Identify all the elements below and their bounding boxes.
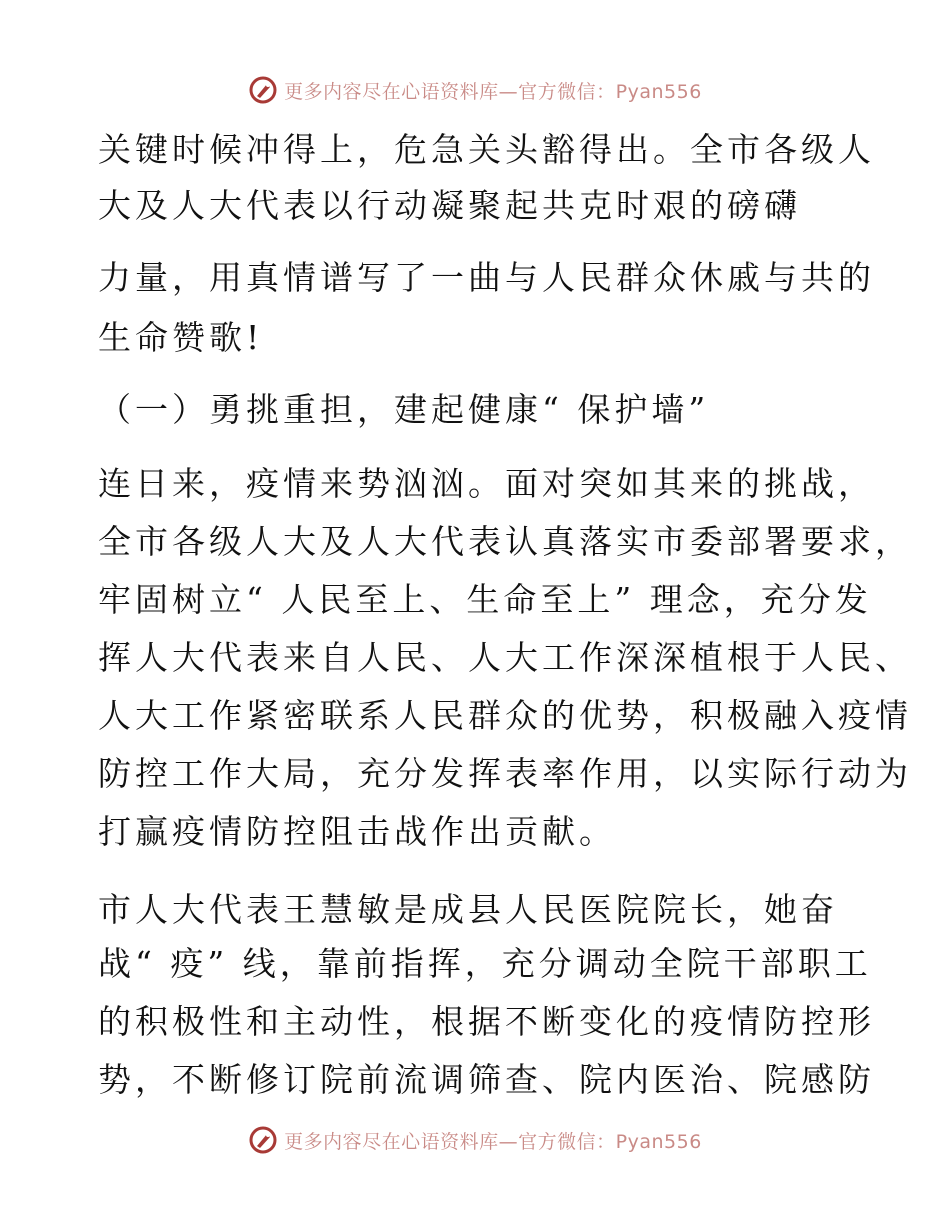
header-watermark [0,70,950,110]
paragraph-line: 连日来，疫情来势汹汹。面对突如其来的挑战， [98,464,875,503]
paragraph-line: 势，不断修订院前流调筛查、院内医治、院感防 [98,1060,875,1099]
pen-nib-logo-icon [248,75,278,105]
section-heading: （一）勇挑重担，建起健康“ 保护墙” [98,390,710,429]
pen-nib-logo-icon [248,1125,278,1155]
paragraph-line: 防控工作大局，充分发挥表率作用，以实际行动为 [98,754,912,793]
paragraph-line: 打赢疫情防控阻击战作出贡献。 [98,812,616,851]
paragraph-line: 力量，用真情谱写了一曲与人民群众休戚与共的 [98,258,875,297]
watermark-text: 更多内容尽在心语资料库—官方微信：Pyan556 [284,1130,702,1153]
watermark-text: 更多内容尽在心语资料库—官方微信：Pyan556 [284,80,702,103]
paragraph-line: 人大工作紧密联系人民群众的优势，积极融入疫情 [98,696,912,735]
paragraph-line: 挥人大代表来自人民、人大工作深深植根于人民、 [98,638,912,677]
paragraph-line: 大及人大代表以行动凝聚起共克时艰的磅礴 [98,186,801,225]
paragraph-line: 全市各级人大及人大代表认真落实市委部署要求， [98,522,912,561]
paragraph-line: 市人大代表王慧敏是成县人民医院院长，她奋 [98,890,838,929]
footer-watermark [0,1120,950,1160]
paragraph-line: 战“ 疫” 线，靠前指挥，充分调动全院干部职工 [98,944,872,983]
paragraph-line: 牢固树立“ 人民至上、生命至上” 理念，充分发 [98,580,872,619]
paragraph-line: 关键时候冲得上，危急关头豁得出。全市各级人 [98,130,875,169]
paragraph-line: 生命赞歌! [98,318,264,357]
paragraph-line: 的积极性和主动性，根据不断变化的疫情防控形 [98,1002,875,1041]
